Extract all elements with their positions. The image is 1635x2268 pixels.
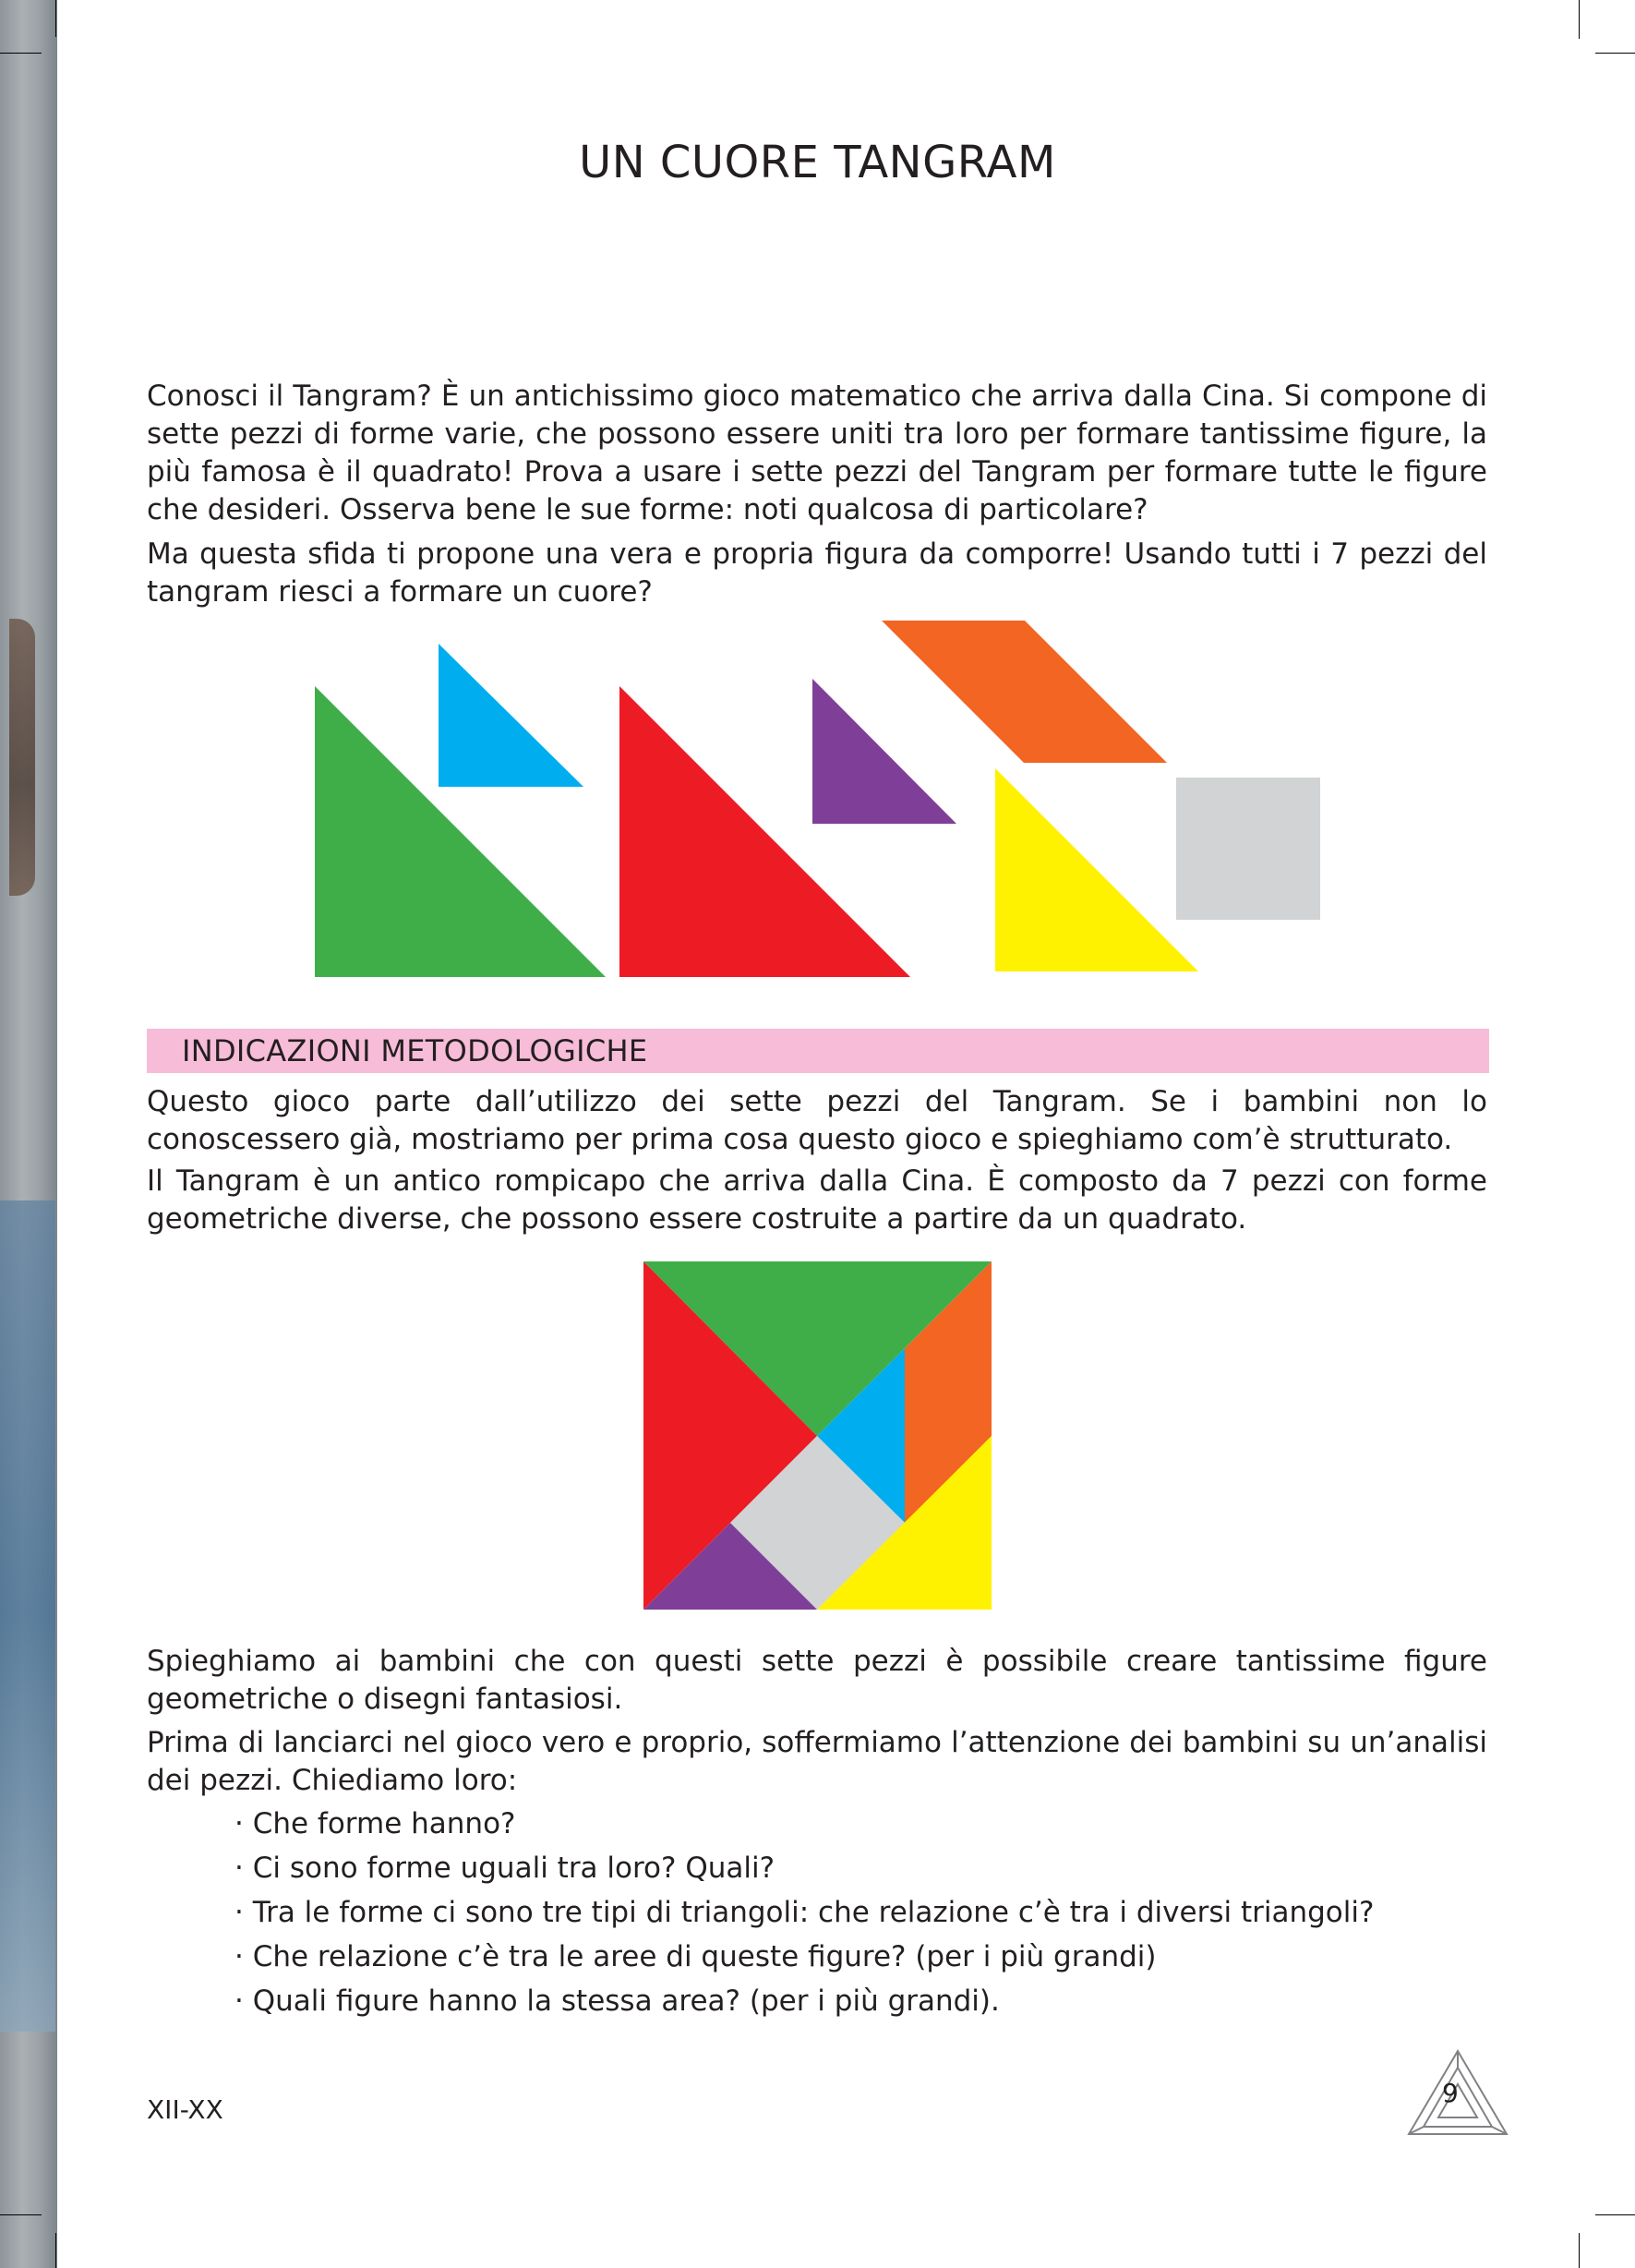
list-item: · Che relazione c’è tra le aree di queste figure? (per i più grandi) (234, 1940, 1157, 1973)
page-title: UN CUORE TANGRAM (579, 137, 1056, 188)
crop-mark (1579, 2233, 1580, 2268)
question-list (234, 1802, 1374, 2023)
method-paragraph-4: Prima di lanciarci nel gioco vero e proprio, soffermiamo l’attenzione dei bambini su un’analisi dei pezzi. Chiediamo loro: (147, 1726, 1487, 1797)
method-paragraph-3: Spieghiamo ai bambini che con questi sette pezzi è possibile creare tantissime figure geometriche o disegni fantasiosi. (147, 1645, 1487, 1716)
crop-mark (0, 2214, 42, 2215)
method-paragraph-2: Il Tangram è un antico rompicapo che arriva dalla Cina. È composto da 7 pezzi con forme geometriche diverse, che possono essere costruite a partire da un quadrato. (147, 1164, 1487, 1236)
crop-mark (55, 2233, 56, 2268)
list-item: · Tra le forme ci sono tre tipi di triangoli: che relazione c’è tra i diversi triangoli? (234, 1896, 1375, 1929)
intro-paragraph-2: Ma questa sfida ti propone una vera e propria figura da comporre! Usando tutti i 7 pezzi del tangram riesci a formare un cuore? (147, 537, 1487, 609)
intro-paragraph-1: Conosci il Tangram? È un antichissimo gioco matematico che arriva dalla Cina. Si compone di sette pezzi di forme varie, che possono essere uniti tra loro per formare tantissime figure, la più famosa è il quadrato! Prova a usare i sette pezzi del Tangram per formare tutte le figure che desideri. Osserva bene le sue forme: noti qualcosa di particolare? (147, 380, 1487, 526)
list-item: · Che forme hanno? (234, 1807, 516, 1840)
page-number: 9 (1442, 2078, 1459, 2108)
list-item: · Quali figure hanno la stessa area? (per i più grandi). (234, 1984, 1000, 2018)
section-heading: INDICAZIONI METODOLOGICHE (182, 1033, 648, 1068)
method-paragraph-1: Questo gioco parte dall’utilizzo dei sette pezzi del Tangram. Se i bambini non lo conoscessero già, mostriamo per prima cosa questo gioco e spieghiamo com’è strutturato. (147, 1085, 1487, 1156)
crop-mark (1595, 2214, 1635, 2215)
footer-code: XII-XX (147, 2094, 223, 2125)
list-item: · Ci sono forme uguali tra loro? Quali? (234, 1852, 775, 1885)
